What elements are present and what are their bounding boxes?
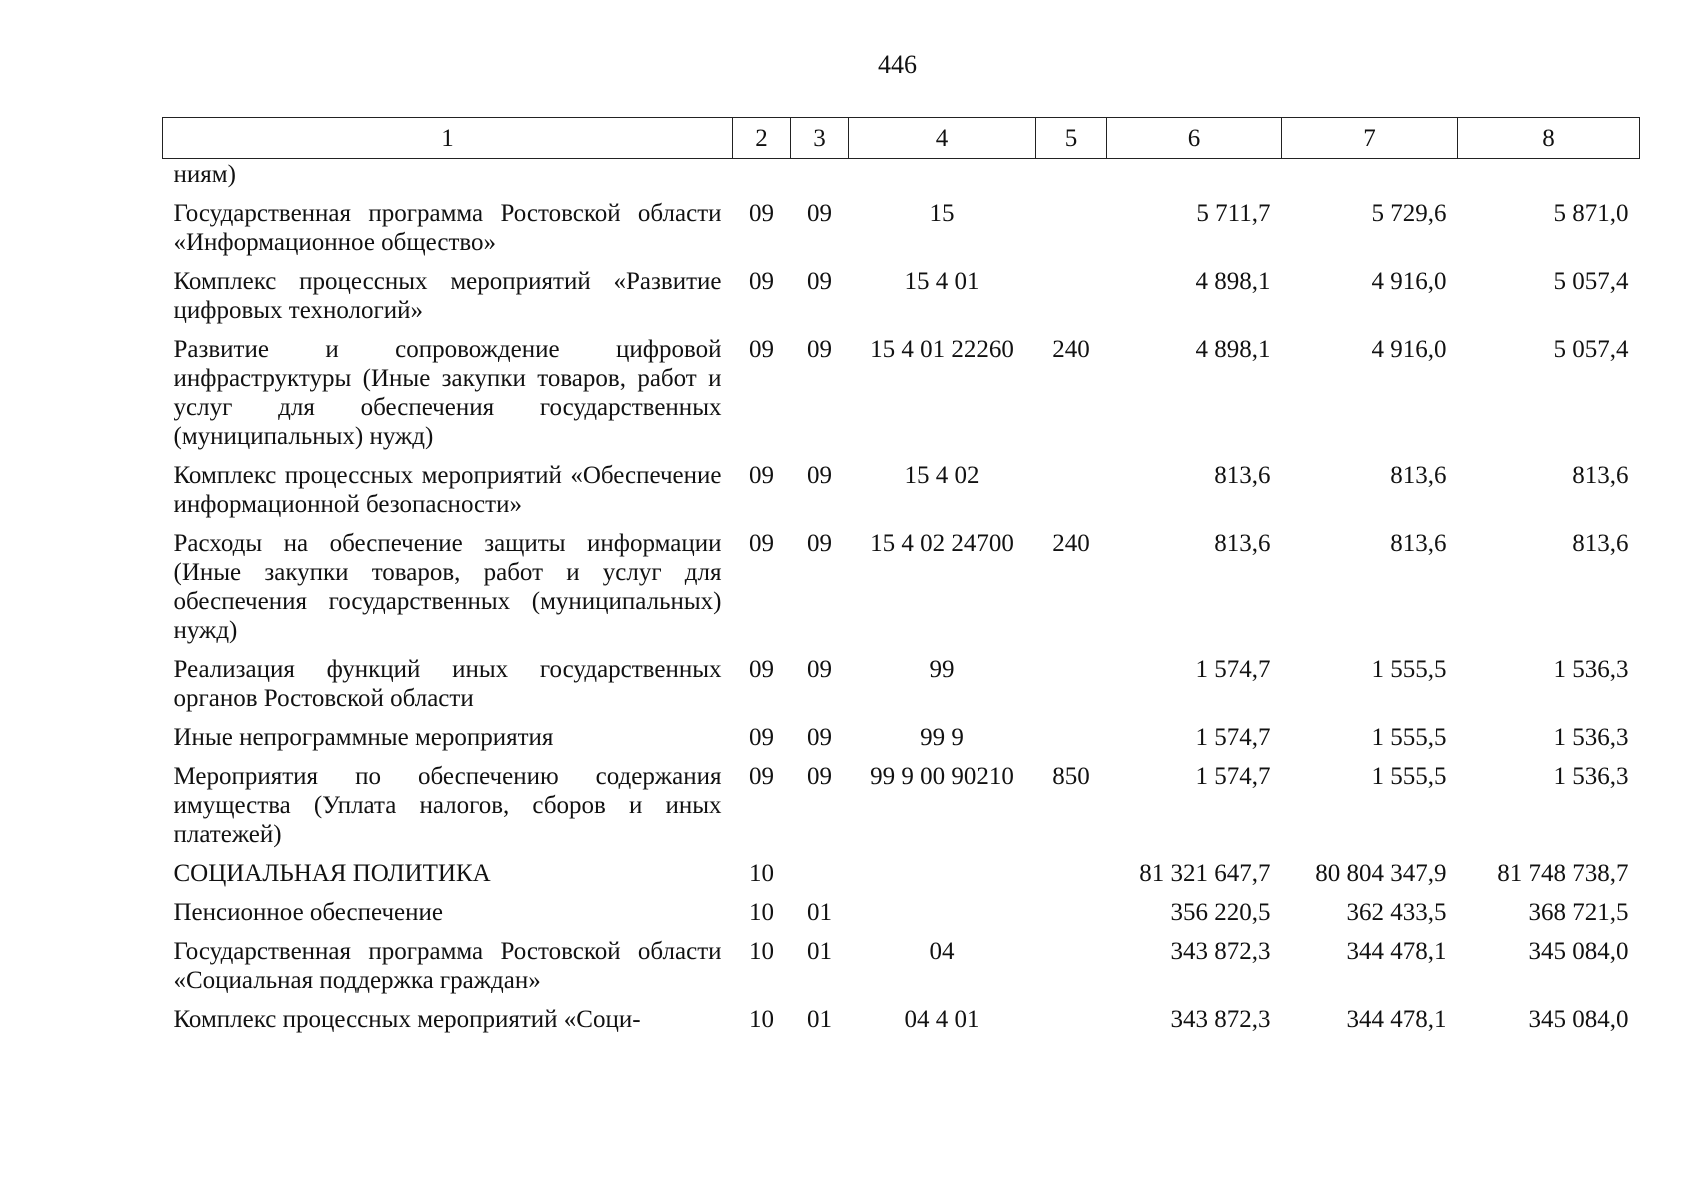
row-value-3: 5 057,4 (1553, 336, 1629, 363)
row-value-1: 813,6 (1214, 462, 1271, 489)
row-value-2: 4 916,0 (1371, 336, 1447, 363)
row-subsection (791, 855, 849, 894)
row-subsection: 09 (807, 724, 832, 751)
row-expense-type (1036, 457, 1107, 525)
table-row (163, 195, 1640, 263)
row-value-1 (1107, 159, 1282, 196)
row-value-3: 1 536,3 (1553, 656, 1629, 683)
row-subsection: 09 (807, 268, 832, 295)
column-header-4: 4 (849, 118, 1036, 159)
column-header-6: 6 (1107, 118, 1282, 159)
table-row (163, 457, 1640, 525)
row-name: Расходы на обеспечение защиты информации (Иные закупки товаров, работ и услуг для обеспечения государственных (муниципальных) нужд) (173, 530, 722, 644)
column-header-3: 3 (791, 118, 849, 159)
row-value-3: 368 721,5 (1528, 899, 1629, 926)
row-name: Государственная программа Ростовской области «Социальная поддержка граждан» (173, 938, 722, 994)
table-row (163, 331, 1640, 457)
row-expense-type (1036, 651, 1107, 719)
row-section: 09 (749, 656, 774, 683)
row-value-2: 4 916,0 (1371, 268, 1447, 295)
row-subsection: 09 (807, 763, 832, 790)
row-value-1: 81 321 647,7 (1139, 860, 1271, 887)
row-name: Реализация функций иных государственных органов Ростовской области (173, 656, 722, 712)
row-value-3 (1458, 159, 1640, 196)
row-section: 09 (749, 724, 774, 751)
row-section: 10 (749, 938, 774, 965)
table-row (163, 719, 1640, 758)
row-target-item (849, 159, 1036, 196)
row-expense-type (1036, 933, 1107, 1001)
row-subsection: 09 (807, 336, 832, 363)
row-section: 10 (749, 1006, 774, 1033)
row-name: Развитие и сопровождение цифровой инфраструктуры (Иные закупки товаров, работ и услуг для обеспечения государственных (муниципальных) нужд) (173, 336, 722, 450)
row-value-2: 344 478,1 (1346, 938, 1447, 965)
table-row (163, 894, 1640, 933)
row-name: ниям) (173, 161, 236, 188)
row-name: Комплекс процессных мероприятий «Обеспечение информационной безопасности» (173, 462, 722, 518)
row-name: Комплекс процессных мероприятий «Развитие цифровых технологий» (173, 268, 722, 324)
column-header-8: 8 (1458, 118, 1640, 159)
row-name: Пенсионное обеспечение (173, 899, 443, 926)
row-value-3: 5 057,4 (1553, 268, 1629, 295)
row-value-2 (1282, 159, 1458, 196)
row-subsection: 01 (807, 938, 832, 965)
row-value-1: 343 872,3 (1170, 938, 1271, 965)
table-row (163, 1001, 1640, 1040)
row-subsection: 09 (807, 462, 832, 489)
row-value-3: 5 871,0 (1553, 200, 1629, 227)
row-target-item: 15 4 02 (904, 462, 980, 489)
row-value-1: 343 872,3 (1170, 1006, 1271, 1033)
row-name: Комплекс процессных мероприятий «Соци- (173, 1006, 641, 1033)
row-value-3: 345 084,0 (1528, 938, 1629, 965)
row-section: 09 (749, 200, 774, 227)
row-target-item: 15 (929, 200, 955, 227)
row-target-item: 15 4 02 24700 (870, 530, 1014, 557)
column-header-1: 1 (163, 118, 733, 159)
row-value-1: 4 898,1 (1195, 268, 1271, 295)
row-value-2: 813,6 (1390, 530, 1447, 557)
row-target-item (849, 894, 1036, 933)
row-name: СОЦИАЛЬНАЯ ПОЛИТИКА (173, 860, 491, 887)
row-subsection: 09 (807, 656, 832, 683)
row-section (733, 159, 791, 196)
row-value-3: 1 536,3 (1553, 724, 1629, 751)
row-expense-type (1036, 263, 1107, 331)
row-section: 09 (749, 336, 774, 363)
row-value-2: 5 729,6 (1371, 200, 1447, 227)
row-value-3: 81 748 738,7 (1497, 860, 1629, 887)
row-target-item: 15 4 01 22260 (870, 336, 1014, 363)
row-subsection: 01 (807, 1006, 832, 1033)
row-value-3: 813,6 (1572, 530, 1629, 557)
table-row (163, 933, 1640, 1001)
row-target-item: 99 (929, 656, 955, 683)
row-expense-type (1036, 195, 1107, 263)
row-expense-type: 240 (1052, 530, 1090, 557)
row-target-item: 15 4 01 (904, 268, 980, 295)
column-header-7: 7 (1282, 118, 1458, 159)
row-subsection: 09 (807, 200, 832, 227)
page-number: 446 (878, 50, 917, 79)
row-expense-type: 240 (1052, 336, 1090, 363)
row-section: 10 (749, 860, 774, 887)
row-section: 09 (749, 462, 774, 489)
row-name: Государственная программа Ростовской области «Информационное общество» (173, 200, 722, 256)
row-value-2: 80 804 347,9 (1315, 860, 1447, 887)
row-subsection (791, 159, 849, 196)
row-section: 09 (749, 763, 774, 790)
row-expense-type (1036, 159, 1107, 196)
row-target-item: 04 4 01 (904, 1006, 980, 1033)
table-row (163, 855, 1640, 894)
row-value-2: 1 555,5 (1371, 656, 1447, 683)
table-row (163, 758, 1640, 855)
row-target-item (849, 855, 1036, 894)
row-expense-type (1036, 894, 1107, 933)
row-section: 10 (749, 899, 774, 926)
row-value-1: 1 574,7 (1195, 763, 1271, 790)
column-number-header (163, 118, 1640, 159)
row-name: Мероприятия по обеспечению содержания имущества (Уплата налогов, сборов и иных платежей) (173, 763, 722, 848)
row-name: Иные непрограммные мероприятия (173, 724, 554, 751)
table-row (163, 651, 1640, 719)
row-value-2: 1 555,5 (1371, 724, 1447, 751)
row-value-1: 813,6 (1214, 530, 1271, 557)
row-target-item: 99 9 00 90210 (870, 763, 1014, 790)
row-value-1: 5 711,7 (1196, 200, 1271, 227)
row-value-3: 813,6 (1572, 462, 1629, 489)
column-header-2: 2 (733, 118, 791, 159)
row-subsection: 01 (807, 899, 832, 926)
row-expense-type (1036, 719, 1107, 758)
row-value-2: 813,6 (1390, 462, 1447, 489)
row-expense-type (1036, 1001, 1107, 1040)
row-value-2: 344 478,1 (1346, 1006, 1447, 1033)
row-section: 09 (749, 530, 774, 557)
row-value-2: 1 555,5 (1371, 763, 1447, 790)
table-row (163, 159, 1640, 196)
table-row (163, 263, 1640, 331)
table-row (163, 525, 1640, 651)
row-value-3: 1 536,3 (1553, 763, 1629, 790)
row-expense-type (1036, 855, 1107, 894)
row-value-1: 1 574,7 (1195, 724, 1271, 751)
row-subsection: 09 (807, 530, 832, 557)
budget-table (162, 117, 1640, 1040)
row-target-item: 99 9 (920, 724, 964, 751)
row-value-2: 362 433,5 (1346, 899, 1447, 926)
column-header-5: 5 (1036, 118, 1107, 159)
row-value-3: 345 084,0 (1528, 1006, 1629, 1033)
row-value-1: 1 574,7 (1195, 656, 1271, 683)
row-expense-type: 850 (1052, 763, 1090, 790)
row-target-item: 04 (929, 938, 955, 965)
row-value-1: 356 220,5 (1170, 899, 1271, 926)
row-section: 09 (749, 268, 774, 295)
row-value-1: 4 898,1 (1195, 336, 1271, 363)
